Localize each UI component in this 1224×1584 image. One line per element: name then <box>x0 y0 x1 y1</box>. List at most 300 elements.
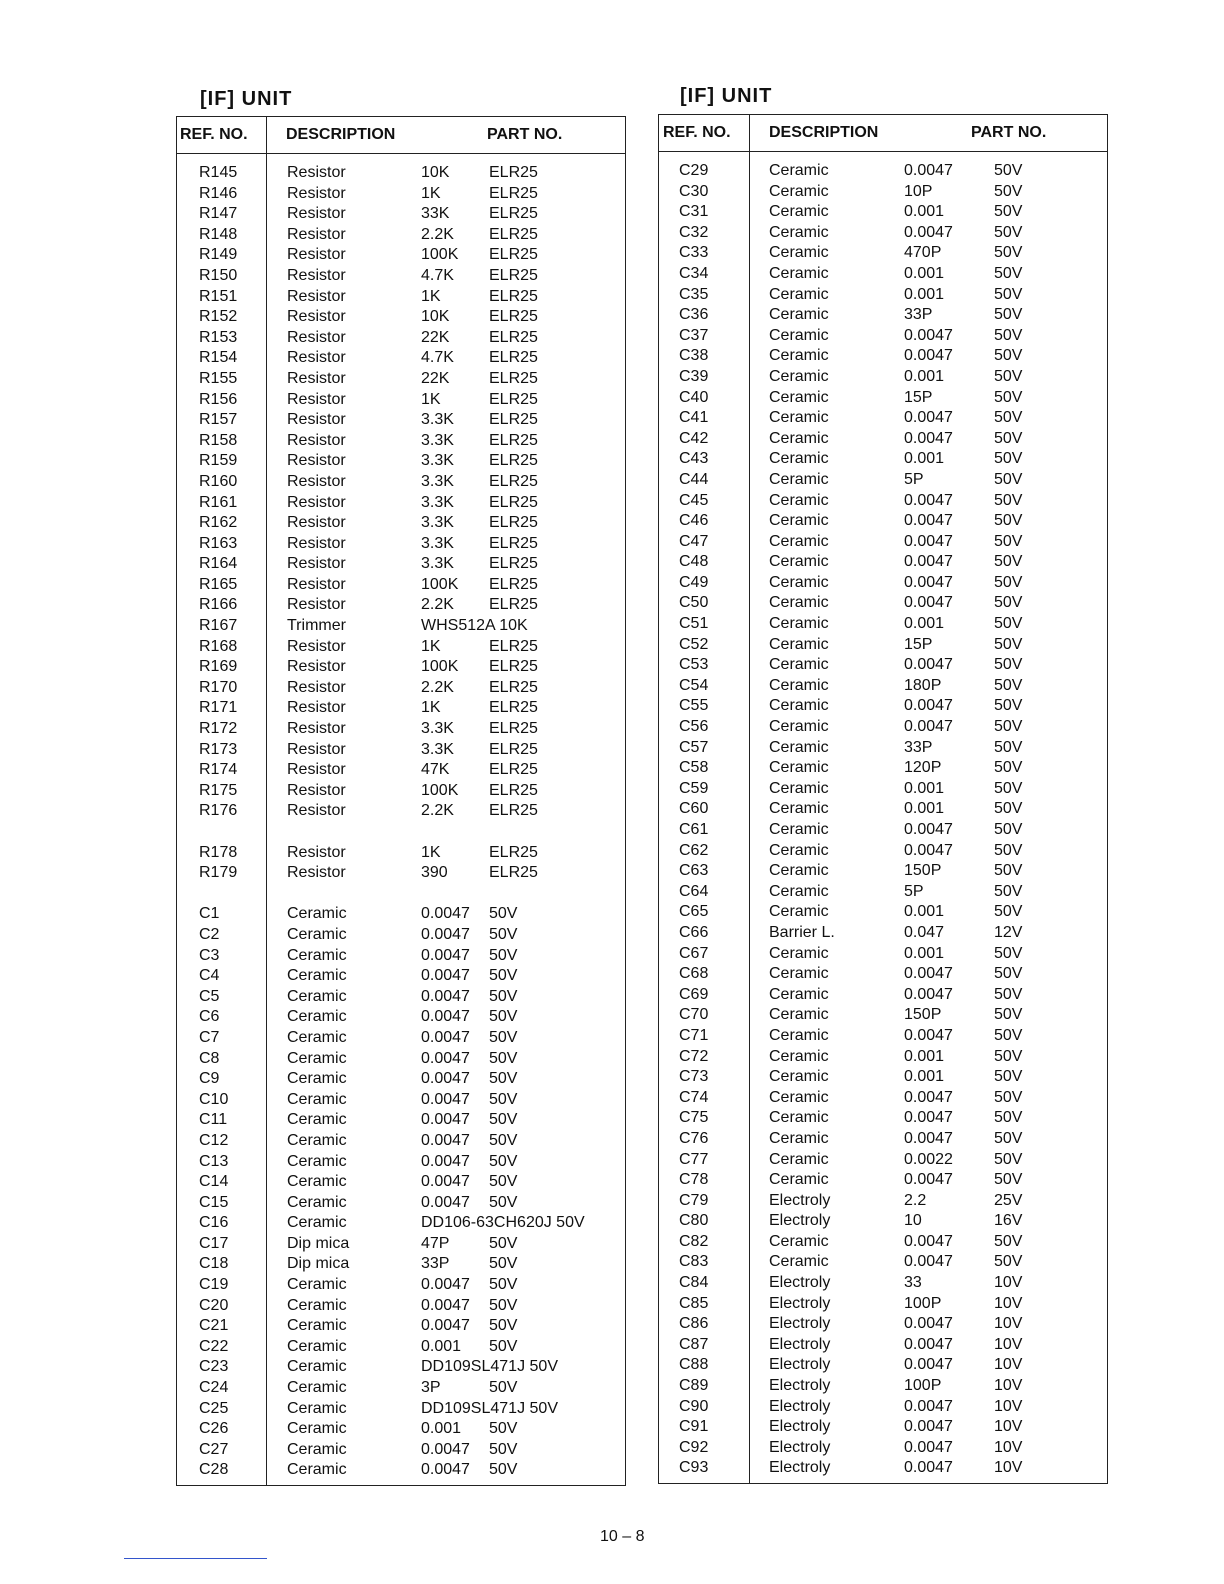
rating-cell: 50V <box>489 1131 518 1149</box>
table-row <box>177 1172 625 1193</box>
table-row <box>177 616 625 637</box>
table-row <box>177 1440 625 1461</box>
table-row <box>177 1028 625 1049</box>
ref-no-cell: C93 <box>679 1459 709 1477</box>
value-cell: 0.0047 <box>904 1397 953 1415</box>
rating-cell: ELR25 <box>489 390 538 408</box>
rating-cell: ELR25 <box>489 740 538 758</box>
table-row <box>659 841 1107 862</box>
value-cell: 0.0047 <box>904 594 953 612</box>
ref-no-cell: C13 <box>199 1152 229 1170</box>
description-cell: Resistor <box>287 349 346 367</box>
rating-cell: 50V <box>994 1047 1023 1065</box>
header-description: DESCRIPTION <box>286 126 396 143</box>
description-cell: Ceramic <box>769 800 829 818</box>
header-part-no: PART NO. <box>487 126 563 143</box>
table-row <box>659 1417 1107 1438</box>
rating-cell: 10V <box>994 1377 1023 1395</box>
ref-no-cell: R147 <box>199 205 238 223</box>
ref-no-cell: C24 <box>199 1379 229 1397</box>
table-row <box>659 1067 1107 1088</box>
value-cell: 0.0047 <box>421 1008 470 1026</box>
rating-cell: 50V <box>994 903 1023 921</box>
rating-cell: 50V <box>489 1296 518 1314</box>
ref-no-cell: C91 <box>679 1418 709 1436</box>
table-row <box>659 964 1107 985</box>
description-cell: Ceramic <box>769 676 829 694</box>
value-cell: 0.0047 <box>904 821 953 838</box>
description-cell: Ceramic <box>287 946 347 964</box>
left-table-rows <box>177 163 625 1481</box>
table-row <box>177 328 625 349</box>
rating-cell: 50V <box>994 1109 1023 1127</box>
table-row <box>177 595 625 616</box>
table-row <box>659 923 1107 944</box>
rating-cell: 50V <box>994 491 1023 509</box>
value-cell: 2.2K <box>421 678 454 696</box>
ref-no-cell: C90 <box>679 1397 709 1415</box>
table-row <box>177 698 625 719</box>
description-cell: Ceramic <box>287 1337 347 1355</box>
table-row <box>659 861 1107 882</box>
value-cell: 0.0047 <box>421 1028 470 1046</box>
rating-cell: 50V <box>994 1253 1023 1271</box>
ref-no-cell: C6 <box>199 1008 220 1026</box>
value-cell: 0.0047 <box>904 1438 953 1456</box>
ref-no-cell: C56 <box>679 718 709 736</box>
value-cell: 0.001 <box>904 1068 945 1086</box>
table-row <box>177 946 625 967</box>
value-cell: 0.001 <box>904 367 945 385</box>
rating-cell: 50V <box>994 470 1023 488</box>
table-row <box>177 390 625 411</box>
rating-cell: ELR25 <box>489 246 538 264</box>
value-cell: 0.0047 <box>904 1088 953 1106</box>
rating-cell: 50V <box>489 1379 518 1397</box>
ref-no-cell: C86 <box>679 1315 709 1333</box>
rating-cell: 50V <box>489 1461 518 1479</box>
rating-cell: 50V <box>994 244 1023 262</box>
table-row <box>177 534 625 555</box>
value-cell: 3.3K <box>421 493 454 511</box>
right-unit-title: [IF] UNIT <box>680 85 773 107</box>
ref-no-cell: C29 <box>679 162 709 179</box>
table-row <box>659 367 1107 388</box>
description-cell: Trimmer <box>287 617 346 635</box>
value-cell: 100K <box>421 658 459 676</box>
rating-cell: 50V <box>994 1006 1023 1024</box>
table-row <box>659 1252 1107 1273</box>
table-row <box>659 573 1107 594</box>
rating-cell: 50V <box>994 738 1023 756</box>
ref-no-cell: C7 <box>199 1028 220 1046</box>
description-cell: Ceramic <box>769 718 829 736</box>
description-cell: Ceramic <box>769 635 829 653</box>
table-row <box>177 1234 625 1255</box>
ref-no-cell: C60 <box>679 800 709 818</box>
value-cell: DD109SL471J 50V <box>421 1358 558 1376</box>
ref-no-cell: C33 <box>679 244 709 262</box>
table-row <box>659 1397 1107 1418</box>
description-cell: Electroly <box>769 1212 831 1230</box>
table-row <box>177 348 625 369</box>
ref-no-cell: R176 <box>199 802 238 820</box>
description-cell: Ceramic <box>769 903 829 921</box>
table-row <box>177 163 625 184</box>
ref-no-cell: C48 <box>679 553 709 571</box>
description-cell: Ceramic <box>769 470 829 488</box>
ref-no-cell: R171 <box>199 699 238 717</box>
description-cell: Ceramic <box>287 925 347 943</box>
description-cell: Ceramic <box>769 1253 829 1271</box>
table-row <box>659 758 1107 779</box>
table-row <box>177 431 625 452</box>
rating-cell: 50V <box>994 718 1023 736</box>
left-unit-title: [IF] UNIT <box>200 88 293 110</box>
table-row <box>177 966 625 987</box>
header-ref-no: REF. NO. <box>180 126 248 143</box>
description-cell: Electroly <box>769 1438 831 1456</box>
description-cell: Electroly <box>769 1377 831 1395</box>
description-cell: Ceramic <box>769 821 829 838</box>
description-cell: Resistor <box>287 205 346 223</box>
value-cell: 0.0047 <box>421 1070 470 1088</box>
description-cell: Resistor <box>287 369 346 387</box>
ref-no-cell: R173 <box>199 740 238 758</box>
value-cell: 100P <box>904 1377 942 1395</box>
value-cell: 3.3K <box>421 720 454 738</box>
table-row <box>659 1355 1107 1376</box>
rating-cell: 50V <box>994 1026 1023 1044</box>
rating-cell: ELR25 <box>489 493 538 511</box>
rating-cell: 50V <box>489 925 518 943</box>
rating-cell: 50V <box>994 882 1023 900</box>
rating-cell: ELR25 <box>489 555 538 573</box>
rating-cell: 50V <box>994 1232 1023 1250</box>
value-cell: 33K <box>421 205 450 223</box>
description-cell: Ceramic <box>769 1006 829 1024</box>
description-cell: Ceramic <box>287 987 347 1005</box>
value-cell: 0.0047 <box>421 946 470 964</box>
rating-cell: 50V <box>489 1049 518 1067</box>
description-cell: Ceramic <box>769 347 829 365</box>
ref-no-cell: C40 <box>679 388 709 406</box>
description-cell: Ceramic <box>769 573 829 591</box>
description-cell: Resistor <box>287 761 346 779</box>
value-cell: 0.001 <box>904 285 945 303</box>
rating-cell: 50V <box>994 388 1023 406</box>
description-cell: Ceramic <box>769 738 829 756</box>
value-cell: 0.001 <box>904 800 945 818</box>
ref-no-cell: R166 <box>199 596 238 614</box>
description-cell: Ceramic <box>769 512 829 530</box>
value-cell: 3.3K <box>421 514 454 532</box>
value-cell: 2.2K <box>421 596 454 614</box>
ref-no-cell: C35 <box>679 285 709 303</box>
ref-no-cell: R145 <box>199 164 238 181</box>
table-row <box>177 513 625 534</box>
value-cell: 0.0047 <box>421 1193 470 1211</box>
rating-cell: ELR25 <box>489 287 538 305</box>
value-cell: 0.047 <box>904 923 945 941</box>
table-row <box>659 1232 1107 1253</box>
rating-cell: 10V <box>994 1335 1023 1353</box>
rating-cell: ELR25 <box>489 864 538 882</box>
rating-cell: 50V <box>489 1070 518 1088</box>
rating-cell: ELR25 <box>489 225 538 243</box>
rating-cell: 50V <box>994 862 1023 880</box>
description-cell: Resistor <box>287 390 346 408</box>
value-cell: 100K <box>421 575 459 593</box>
description-cell: Resistor <box>287 184 346 202</box>
description-cell: Electroly <box>769 1356 831 1374</box>
description-cell: Dip mica <box>287 1255 350 1273</box>
value-cell: 150P <box>904 1006 942 1024</box>
table-row <box>659 1129 1107 1150</box>
description-cell: Ceramic <box>769 162 829 179</box>
right-table-rows <box>659 161 1107 1479</box>
ref-no-cell: C49 <box>679 573 709 591</box>
rating-cell: ELR25 <box>489 843 538 861</box>
ref-no-cell: C88 <box>679 1356 709 1374</box>
table-row <box>177 1049 625 1070</box>
table-row <box>177 822 625 843</box>
ref-no-cell: R150 <box>199 266 238 284</box>
rating-cell: 50V <box>994 367 1023 385</box>
description-cell: Ceramic <box>769 264 829 282</box>
rating-cell: 50V <box>994 264 1023 282</box>
value-cell: 0.0047 <box>421 905 470 923</box>
rating-cell: ELR25 <box>489 349 538 367</box>
description-cell: Ceramic <box>287 1070 347 1088</box>
description-cell: Ceramic <box>769 285 829 303</box>
value-cell: 33 <box>904 1274 922 1292</box>
table-row <box>659 1191 1107 1212</box>
table-row <box>177 575 625 596</box>
ref-no-cell: C26 <box>199 1420 229 1438</box>
description-cell: Resistor <box>287 678 346 696</box>
description-cell: Resistor <box>287 575 346 593</box>
rating-cell: ELR25 <box>489 431 538 449</box>
value-cell: 1K <box>421 843 441 861</box>
ref-no-cell: C57 <box>679 738 709 756</box>
rating-cell: 50V <box>994 162 1023 179</box>
ref-no-cell: R174 <box>199 761 238 779</box>
ref-no-cell: C47 <box>679 532 709 550</box>
ref-no-cell: C43 <box>679 450 709 468</box>
rating-cell: 50V <box>994 450 1023 468</box>
table-row <box>659 1150 1107 1171</box>
rating-cell: 50V <box>994 779 1023 797</box>
table-row <box>177 1316 625 1337</box>
ref-no-cell: R167 <box>199 617 238 635</box>
ref-no-cell: C5 <box>199 987 220 1005</box>
ref-no-cell: C83 <box>679 1253 709 1271</box>
rating-cell: ELR25 <box>489 596 538 614</box>
ref-no-cell: C85 <box>679 1294 709 1312</box>
value-cell: 0.0047 <box>904 409 953 427</box>
value-cell: 150P <box>904 862 942 880</box>
rating-cell: ELR25 <box>489 637 538 655</box>
rating-cell: 50V <box>994 676 1023 694</box>
ref-no-cell: C38 <box>679 347 709 365</box>
ref-no-cell: C64 <box>679 882 709 900</box>
rating-cell: 50V <box>489 1234 518 1252</box>
table-row <box>177 1152 625 1173</box>
value-cell: 0.0047 <box>421 1440 470 1458</box>
ref-no-cell: C2 <box>199 925 220 943</box>
table-row <box>659 1047 1107 1068</box>
value-cell: 0.0047 <box>904 1315 953 1333</box>
description-cell: Resistor <box>287 266 346 284</box>
value-cell: 47P <box>421 1234 450 1252</box>
ref-no-cell: C51 <box>679 615 709 633</box>
ref-no-cell: R163 <box>199 534 238 552</box>
rating-cell: 50V <box>489 987 518 1005</box>
description-cell: Ceramic <box>287 1399 347 1417</box>
rating-cell: 50V <box>994 697 1023 715</box>
value-cell: 1K <box>421 287 441 305</box>
value-cell: 3.3K <box>421 472 454 490</box>
rating-cell: 50V <box>489 1276 518 1294</box>
rating-cell: ELR25 <box>489 205 538 223</box>
value-cell: 0.0047 <box>421 1152 470 1170</box>
ref-no-cell: C3 <box>199 946 220 964</box>
value-cell: 0.001 <box>904 450 945 468</box>
value-cell: 33P <box>904 738 933 756</box>
value-cell: 3.3K <box>421 411 454 429</box>
rating-cell: ELR25 <box>489 699 538 717</box>
table-row <box>659 655 1107 676</box>
ref-no-cell: R169 <box>199 658 238 676</box>
table-row <box>177 1254 625 1275</box>
value-cell: 3.3K <box>421 534 454 552</box>
value-cell: 3.3K <box>421 555 454 573</box>
table-row <box>177 245 625 266</box>
ref-no-cell: C34 <box>679 264 709 282</box>
ref-no-cell: C50 <box>679 594 709 612</box>
rating-cell: 10V <box>994 1315 1023 1333</box>
left-table-header <box>177 117 625 154</box>
description-cell: Resistor <box>287 637 346 655</box>
value-cell: 0.0047 <box>421 1296 470 1314</box>
ref-no-cell: C25 <box>199 1399 229 1417</box>
description-cell: Ceramic <box>287 1008 347 1026</box>
table-row <box>659 1314 1107 1335</box>
rating-cell: 10V <box>994 1397 1023 1415</box>
description-cell: Ceramic <box>769 532 829 550</box>
value-cell: 0.0047 <box>904 1232 953 1250</box>
rating-cell: 50V <box>994 985 1023 1003</box>
description-cell: Ceramic <box>769 203 829 221</box>
description-cell: Electroly <box>769 1315 831 1333</box>
description-cell: Electroly <box>769 1418 831 1436</box>
rating-cell: 10V <box>994 1459 1023 1477</box>
value-cell: 0.001 <box>904 903 945 921</box>
ref-no-cell: C52 <box>679 635 709 653</box>
rating-cell: 50V <box>994 944 1023 962</box>
ref-no-cell: C78 <box>679 1171 709 1189</box>
value-cell: 0.0047 <box>421 1049 470 1067</box>
ref-no-cell: C30 <box>679 182 709 200</box>
description-cell: Ceramic <box>769 944 829 962</box>
table-row <box>177 904 625 925</box>
description-cell: Resistor <box>287 699 346 717</box>
table-row <box>659 182 1107 203</box>
description-cell: Ceramic <box>769 409 829 427</box>
rating-cell: 50V <box>994 800 1023 818</box>
description-cell: Ceramic <box>769 326 829 344</box>
table-row <box>177 781 625 802</box>
rating-cell: ELR25 <box>489 369 538 387</box>
rating-cell: 50V <box>994 285 1023 303</box>
ref-no-cell: C74 <box>679 1088 709 1106</box>
rating-cell: ELR25 <box>489 452 538 470</box>
table-row <box>177 843 625 864</box>
rating-cell: 50V <box>489 1420 518 1438</box>
table-row <box>177 678 625 699</box>
description-cell: Resistor <box>287 555 346 573</box>
description-cell: Ceramic <box>769 306 829 324</box>
rating-cell: 50V <box>489 1090 518 1108</box>
table-row <box>177 307 625 328</box>
ref-no-cell: C39 <box>679 367 709 385</box>
description-cell: Ceramic <box>287 1173 347 1191</box>
value-cell: 2.2 <box>904 1191 927 1209</box>
table-row <box>659 1088 1107 1109</box>
value-cell: 0.0047 <box>421 925 470 943</box>
ref-no-cell: C42 <box>679 429 709 447</box>
table-row <box>659 470 1107 491</box>
table-row <box>659 511 1107 532</box>
description-cell: Ceramic <box>287 1152 347 1170</box>
ref-no-cell: C62 <box>679 841 709 859</box>
description-cell: Resistor <box>287 287 346 305</box>
table-row <box>177 1399 625 1420</box>
value-cell: 0.0047 <box>904 1171 953 1189</box>
description-cell: Ceramic <box>769 1088 829 1106</box>
description-cell: Ceramic <box>769 759 829 777</box>
table-row <box>177 410 625 431</box>
ref-no-cell: R146 <box>199 184 238 202</box>
ref-no-cell: C89 <box>679 1377 709 1395</box>
description-cell: Ceramic <box>769 182 829 200</box>
value-cell: 0.0047 <box>904 1109 953 1127</box>
ref-no-cell: C53 <box>679 656 709 674</box>
description-cell: Resistor <box>287 328 346 346</box>
description-cell: Ceramic <box>287 1049 347 1067</box>
value-cell: 120P <box>904 759 942 777</box>
description-cell: Ceramic <box>769 367 829 385</box>
table-row <box>177 719 625 740</box>
table-row <box>659 985 1107 1006</box>
value-cell: 0.0047 <box>421 1090 470 1108</box>
value-cell: DD109SL471J 50V <box>421 1399 558 1417</box>
description-cell: Ceramic <box>287 1440 347 1458</box>
ref-no-cell: C55 <box>679 697 709 715</box>
description-cell: Ceramic <box>769 779 829 797</box>
table-row <box>177 1213 625 1234</box>
ref-no-cell: C28 <box>199 1461 229 1479</box>
table-row <box>659 1026 1107 1047</box>
rating-cell: 50V <box>994 594 1023 612</box>
value-cell: 1K <box>421 390 441 408</box>
table-row <box>659 738 1107 759</box>
value-cell: 0.001 <box>421 1337 462 1355</box>
rating-cell: ELR25 <box>489 534 538 552</box>
rating-cell: 50V <box>994 429 1023 447</box>
right-table-header <box>659 115 1107 152</box>
